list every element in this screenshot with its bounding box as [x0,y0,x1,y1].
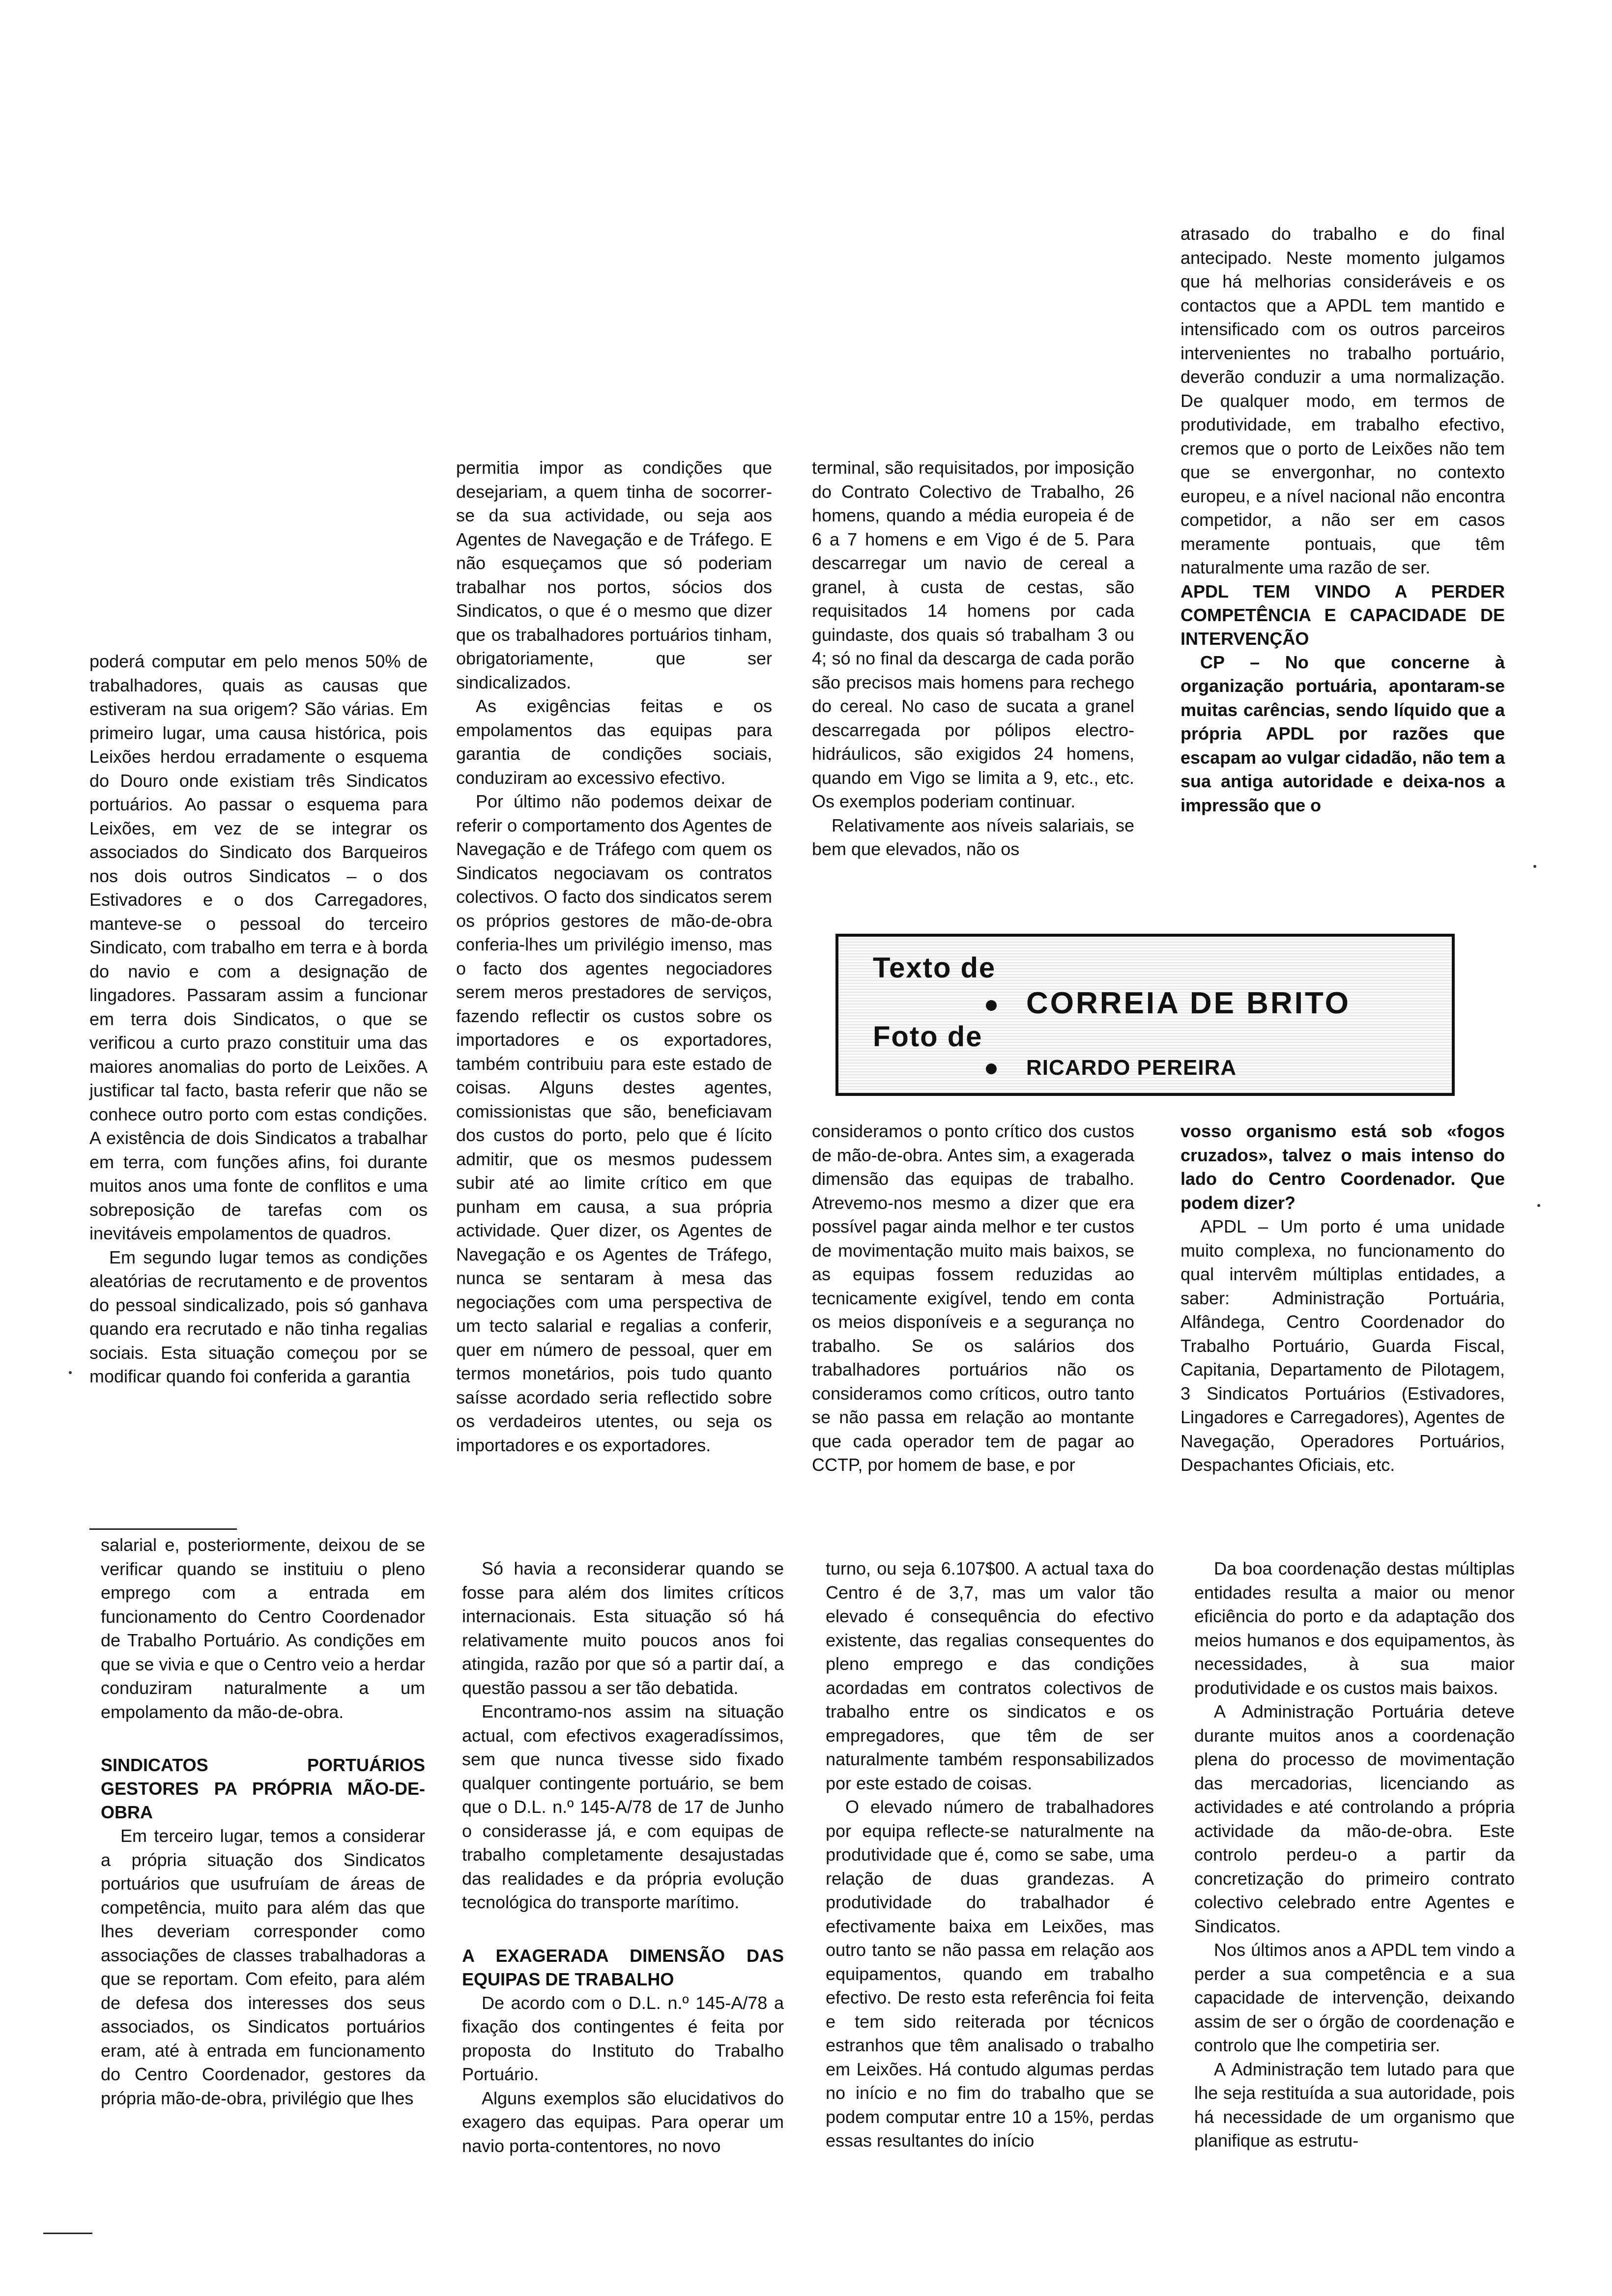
paragraph: Nos últimos anos a APDL tem vindo a perder a sua competência e a sua capacidade de intervenção, deixando assim de ser o órgão de coordenação e controlo que lhe competiria ser. [1194,1940,1515,2055]
text-credit-label: Texto de [873,952,996,984]
paragraph: As exigências feitas e os empolamentos das equipas para garantia de condições sociais, conduziram ao excessivo efectivo. [456,696,772,788]
article-column-2-lower [462,1557,784,2158]
section-heading: A EXAGERADA DIMENSÃO DAS EQUIPAS DE TRABALHO [462,1945,784,1989]
author-credit-box [835,934,1455,1096]
paragraph: Encontramo-nos assim na situação actual, com efectivos exageradíssimos, sem que nunca tivesse sido fixado qualquer contingente portuário, se bem que o D.L. n.º 145-A/78 de 17 de Junho o considerasse já, e com equipas de trabalho completamente desajustadas das realidades e da própria evolução tecnológica do transporte marítimo. [462,1701,784,1912]
paragraph: Por último não podemos deixar de referir o comportamento dos Agentes de Navegação e de Tráfego com quem os Sindicatos negociavam os contratos colectivos. O facto dos sindicatos serem os próprios gestores de mão-de-obra conferia-lhes um privilégio imenso, mas o facto dos agentes negociadores serem meros prestadores de serviços, fazendo reflectir os custos sobre os importadores e os exportadores, também contribuiu para este estado de coisas. Alguns destes agentes, comissionistas que são, beneficiavam dos custos do porto, pelo que é lícito admitir, que os mesmos pudessem subir até ao limite crítico em que punham em causa, a sua própria actividade. Quer dizer, os Agentes de Navegação e os Agentes de Tráfego, nunca se sentaram à mesa das negociações com uma perspectiva de um tecto salarial e regalias a conferir, quer em número de pessoal, quer em termos monetários, pois tudo quanto saísse acordado seria reflectido sobre os verdadeiros utentes, ou seja os importadores e os exportadores. [456,791,772,1455]
article-column-2-upper [456,456,772,1457]
paragraph: permitia impor as condições que desejariam, a quem tinha de socorrer-se da sua actividade, ou seja aos Agentes de Navegação e de Tráfego. E não esqueçamos que só poderiam trabalhar nos portos, sócios dos Sindicatos, o que é o mesmo que dizer que os trabalhadores portuários tinham, obrigatoriamente, que ser sindicalizados. [456,458,772,692]
bullet-icon [986,1063,997,1074]
section-divider [89,1528,237,1530]
scan-speck [1533,865,1536,868]
scan-speck [1537,1204,1540,1207]
section-divider [43,2233,92,2234]
photo-credit-label: Foto de [873,1021,983,1053]
paragraph: A Administração Portuária deteve durante muitos anos a coordenação plena do processo de movimentação das mercadorias, licenciando as actividades e até controlando a própria actividade da mão-de-obra. Este controlo perdeu-o a partir da concretização do primeiro contrato colectivo celebrado entre Agentes e Sindicatos. [1194,1701,1515,1936]
interview-question: CP – No que concerne à organização portuária, apontaram-se muitas carências, sendo líquido que a própria APDL por razões que escapam ao vulgar cidadão, não tem a sua antiga autoridade e deixa-nos a impressão que o [1180,652,1505,815]
bullet-icon [986,1000,997,1011]
paragraph: Em segundo lugar temos as condições aleatórias de recrutamento e de proventos do pessoal sindicalizado, pois só ganhava quando era recrutado e não tinha regalias sociais. Esta situação começou por se modificar quando foi conferida a garantia [89,1247,428,1386]
article-column-1-upper [89,650,428,1389]
paragraph: De acordo com o D.L. n.º 145-A/78 a fixação dos contingentes é feita por proposta do Instituto do Trabalho Portuário. [462,1992,784,2084]
paragraph: salarial e, posteriormente, deixou de se verificar quando se instituiu o pleno emprego com a entrada em funcionamento do Centro Coordenador de Trabalho Portuário. As condições em que se vivia e que o Centro veio a herdar conduziram naturalmente a um empolamento da mão-de-obra. [101,1535,425,1722]
interview-question-continued: vosso organismo está sob «fogos cruzados», talvez o mais intenso do lado do Centro Coordenador. Que podem dizer? [1180,1121,1505,1213]
article-column-4-lower [1194,1557,1515,2153]
photo-credit-author: RICARDO PEREIRA [986,1056,1237,1080]
article-column-1-lower [101,1533,425,2110]
paragraph: poderá computar em pelo menos 50% de trabalhadores, quais as causas que estiveram na sua origem? São várias. Em primeiro lugar, uma causa histórica, pois Leixões herdou erradamente o esquema do Douro onde existiam três Sindicatos portuários. Ao passar o esquema para Leixões, em vez de se integrar os associados do Sindicato dos Barqueiros nos dois outros Sindicatos – o dos Estivadores e o dos Carregadores, manteve-se o pessoal do terceiro Sindicato, com trabalho em terra e à borda do navio e com a designação de lingadores. Passaram assim a funcionar em terra dois Sindicatos, o que se verificou a curto prazo constituir uma das maiores anomalias do porto de Leixões. A justificar tal facto, basta referir que não se conhece outro porto com estas condições. A existência de dois Sindicatos a trabalhar em terra, com funções afins, foi durante muitos anos uma fonte de conflitos e uma sobreposição de tarefas com os inevitáveis empolamentos de quadros. [89,651,428,1243]
article-column-3-middle [812,1119,1134,1477]
paragraph: O elevado número de trabalhadores por equipa reflecte-se naturalmente na produtividade que é, como se sabe, uma relação de duas grandezas. A produtividade do trabalhador é efectivamente baixa em Leixões, mas outro tanto se não passa em relação aos equipamentos, quando em trabalho efectivo. De resto esta referência foi feita e tem sido reiterada por técnicos estranhos que têm analisado o trabalho em Leixões. Há contudo algumas perdas no início e no fim do trabalho que se podem computar entre 10 a 15%, perdas essas resultantes do início [826,1797,1154,2151]
paragraph: Só havia a reconsiderar quando se fosse para além dos limites críticos internacionais. Esta situação só há relativamente muito poucos anos foi atingida, razão por que só a partir daí, a questão passou a ser tão debatida. [462,1558,784,1698]
paragraph: Alguns exemplos são elucidativos do exagero das equipas. Para operar um navio porta-contentores, no novo [462,2088,784,2156]
section-heading: SINDICATOS PORTUÁRIOS GESTORES PA PRÓPRIA MÃO-DE-OBRA [101,1755,425,1822]
paragraph: consideramos o ponto crítico dos custos de mão-de-obra. Antes sim, a exagerada dimensão das equipas de trabalho. Atrevemo-nos mesmo a dizer que era possível pagar ainda melhor e ter custos de movimentação muito mais baixos, se as equipas fossem reduzidas ao tecnicamente exigível, tendo em conta os meios disponíveis e a segurança no trabalho. Se os salários dos trabalhadores portuários não os consideramos como críticos, outro tanto se não passa em relação ao montante que cada operador tem de pagar ao CCTP, por homem de base, e por [812,1121,1134,1475]
section-heading: APDL TEM VINDO A PERDER COMPETÊNCIA E CAPACIDADE DE INTERVENÇÃO [1180,581,1505,649]
paragraph: atrasado do trabalho e do final antecipado. Neste momento julgamos que há melhorias consideráveis e os contactos que a APDL tem mantido e intensificado com os outros parceiros intervenientes no trabalho portuário, deverão conduzir a uma normalização. De qualquer modo, em termos de produtividade, em trabalho efectivo, cremos que o porto de Leixões não tem que se envergonhar, no contexto europeu, e a nível nacional não encontra competidor, a não ser em casos meramente pontuais, que têm naturalmente uma razão de ser. [1180,224,1505,577]
paragraph: turno, ou seja 6.107$00. A actual taxa do Centro é de 3,7, mas um valor tão elevado é consequência do efectivo existente, das regalias consequentes do pleno emprego e das condições acordadas em contratos colectivos de trabalho entre os sindicatos e os empregadores, que têm de ser naturalmente também responsabilizados por este estado de coisas. [826,1558,1154,1793]
paragraph: A Administração tem lutado para que lhe seja restituída a sua autoridade, pois há necessidade de um organismo que planifique as estrutu- [1194,2059,1515,2151]
paragraph: Relativamente aos níveis salariais, se bem que elevados, não os [812,815,1134,859]
article-column-4-middle [1180,1119,1505,1477]
text-credit-author: CORREIA DE BRITO [986,986,1351,1021]
paragraph: terminal, são requisitados, por imposição do Contrato Colectivo de Trabalho, 26 homens, quando a média europeia é de 6 a 7 homens e em Vigo é de 5. Para descarregar um navio de cereal a granel, à custa de cestas, são requisitados 14 homens por cada guindaste, dos quais só trabalham 3 ou 4; só no final da descarga de cada porão são precisos mais homens para rechego do cereal. No caso de sucata a granel descarregada por pólipos electro-hidráulicos, são exigidos 24 homens, quando em Vigo se limita a 9, etc., etc. Os exemplos poderiam continuar. [812,458,1134,811]
scan-speck [69,1371,72,1374]
paragraph: Da boa coordenação destas múltiplas entidades resulta a maior ou menor eficiência do porto e da adaptação dos meios humanos e dos equipamentos, às necessidades, à sua maior produtividade e os custos mais baixos. [1194,1558,1515,1698]
article-column-3-upper [812,456,1134,861]
article-column-3-lower [826,1557,1154,2153]
paragraph: Em terceiro lugar, temos a considerar a própria situação dos Sindicatos portuários que usufruíam de áreas de competência, muito para além das que lhes deveriam corresponder como associações de classes trabalhadoras a que se reportam. Com efeito, para além de defesa dos interesses dos seus associados, os Sindicatos portuários eram, até à entrada em funcionamento do Centro Coordenador, gestores da própria mão-de-obra, privilégio que lhes [101,1826,425,2108]
article-column-4-upper [1180,222,1505,817]
paragraph: APDL – Um porto é uma unidade muito complexa, no funcionamento do qual intervêm múltiplas entidades, a saber: Administração Portuária, Alfândega, Centro Coordenador do Trabalho Portuário, Guarda Fiscal, Capitania, Departamento de Pilotagem, 3 Sindicatos Portuários (Estivadores, Lingadores e Carregadores), Agentes de Navegação, Operadores Portuários, Despachantes Oficiais, etc. [1180,1216,1505,1475]
